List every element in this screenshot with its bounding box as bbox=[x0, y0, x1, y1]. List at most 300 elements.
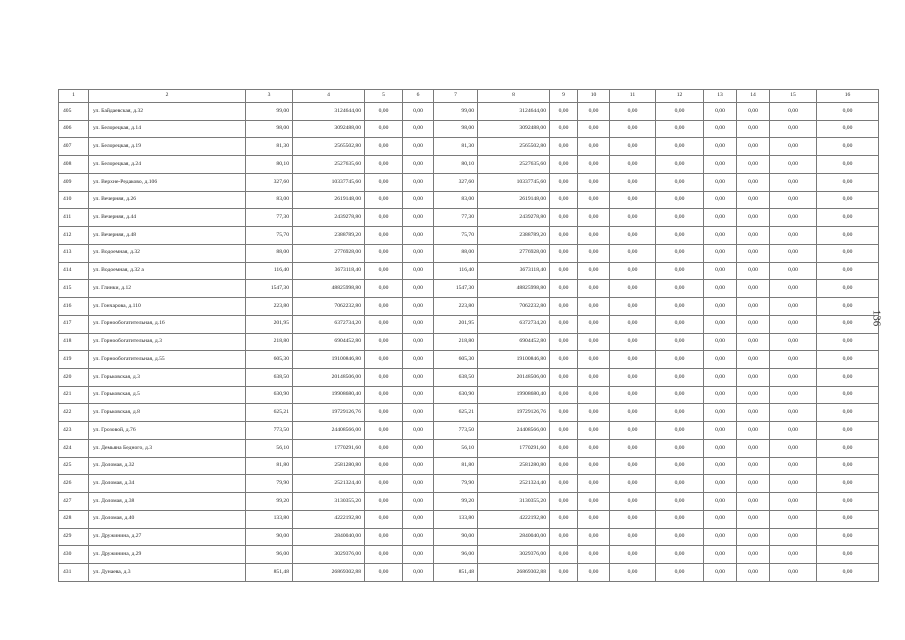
table-cell: 99,20 bbox=[434, 493, 478, 511]
table-cell: 0,00 bbox=[770, 103, 817, 121]
table-cell: 419 bbox=[59, 351, 89, 369]
table-cell: 0,00 bbox=[365, 493, 403, 511]
table-cell: 0,00 bbox=[403, 173, 434, 191]
table-cell: 0,00 bbox=[550, 351, 578, 369]
table-cell: 410 bbox=[59, 191, 89, 209]
address-cell: ул. Белорецкая, д.19 bbox=[89, 138, 246, 156]
table-cell: 218,80 bbox=[246, 333, 293, 351]
table-cell: 630,90 bbox=[434, 386, 478, 404]
table-cell: 6904452,80 bbox=[293, 333, 365, 351]
table-cell: 0,00 bbox=[610, 173, 656, 191]
table-cell: 2527635,60 bbox=[293, 156, 365, 174]
address-cell: ул. Вечерняя, д.26 bbox=[89, 191, 246, 209]
table-cell: 0,00 bbox=[737, 120, 770, 138]
document-sheet bbox=[58, 89, 853, 582]
table-cell: 0,00 bbox=[817, 280, 879, 298]
table-cell: 0,00 bbox=[770, 298, 817, 316]
table-cell: 327,60 bbox=[246, 173, 293, 191]
table-cell: 0,00 bbox=[550, 315, 578, 333]
table-cell: 0,00 bbox=[365, 120, 403, 138]
table-cell: 0,00 bbox=[656, 120, 704, 138]
table-cell: 75,70 bbox=[434, 227, 478, 245]
table-cell: 0,00 bbox=[610, 156, 656, 174]
table-cell: 0,00 bbox=[578, 262, 610, 280]
table-row bbox=[59, 493, 879, 511]
table-cell: 0,00 bbox=[578, 439, 610, 457]
table-cell: 0,00 bbox=[610, 280, 656, 298]
table-cell: 0,00 bbox=[578, 244, 610, 262]
table-cell: 0,00 bbox=[365, 173, 403, 191]
table-cell: 0,00 bbox=[656, 528, 704, 546]
column-number: 6 bbox=[403, 90, 434, 103]
table-cell: 0,00 bbox=[578, 369, 610, 387]
column-number: 8 bbox=[478, 90, 550, 103]
table-cell: 0,00 bbox=[704, 209, 737, 227]
table-cell: 0,00 bbox=[550, 493, 578, 511]
table-cell: 0,00 bbox=[578, 315, 610, 333]
table-cell: 0,00 bbox=[817, 386, 879, 404]
address-cell: ул. Водоемная, д.32 а bbox=[89, 262, 246, 280]
table-cell: 1770291,60 bbox=[478, 439, 550, 457]
table-cell: 3130355,20 bbox=[293, 493, 365, 511]
table-cell: 605,30 bbox=[434, 351, 478, 369]
table-cell: 0,00 bbox=[365, 546, 403, 564]
table-cell: 773,50 bbox=[434, 422, 478, 440]
table-cell: 0,00 bbox=[578, 422, 610, 440]
table-cell: 0,00 bbox=[610, 422, 656, 440]
table-cell: 0,00 bbox=[656, 510, 704, 528]
table-cell: 0,00 bbox=[365, 315, 403, 333]
table-cell: 0,00 bbox=[704, 528, 737, 546]
column-number: 1 bbox=[59, 90, 89, 103]
table-row bbox=[59, 369, 879, 387]
table-cell: 0,00 bbox=[403, 528, 434, 546]
table-cell: 0,00 bbox=[365, 227, 403, 245]
table-cell: 0,00 bbox=[610, 103, 656, 121]
table-cell: 0,00 bbox=[403, 422, 434, 440]
address-cell: ул. Горьковская, д.8 bbox=[89, 404, 246, 422]
table-cell: 2840040,00 bbox=[478, 528, 550, 546]
table-cell: 0,00 bbox=[704, 369, 737, 387]
table-cell: 1547,30 bbox=[246, 280, 293, 298]
table-cell: 0,00 bbox=[737, 191, 770, 209]
table-cell: 2565502,80 bbox=[293, 138, 365, 156]
table-cell: 327,60 bbox=[434, 173, 478, 191]
address-cell: ул. Водоемная, д.32 bbox=[89, 244, 246, 262]
table-cell: 0,00 bbox=[704, 227, 737, 245]
table-cell: 0,00 bbox=[656, 333, 704, 351]
table-cell: 80,10 bbox=[246, 156, 293, 174]
table-cell: 0,00 bbox=[578, 138, 610, 156]
table-cell: 0,00 bbox=[578, 298, 610, 316]
table-cell: 3124644,00 bbox=[478, 103, 550, 121]
table-cell: 0,00 bbox=[737, 475, 770, 493]
table-cell: 0,00 bbox=[550, 386, 578, 404]
table-cell: 20148506,00 bbox=[478, 369, 550, 387]
table-cell: 0,00 bbox=[737, 439, 770, 457]
table-cell: 638,50 bbox=[246, 369, 293, 387]
table-cell: 7062232,80 bbox=[293, 298, 365, 316]
table-cell: 0,00 bbox=[610, 209, 656, 227]
table-cell: 0,00 bbox=[403, 493, 434, 511]
address-cell: ул. Дружинина, д.27 bbox=[89, 528, 246, 546]
address-cell: ул. Горьковская, д.3 bbox=[89, 369, 246, 387]
table-cell: 0,00 bbox=[656, 546, 704, 564]
table-cell: 0,00 bbox=[403, 333, 434, 351]
table-cell: 116,40 bbox=[246, 262, 293, 280]
table-cell: 201,95 bbox=[246, 315, 293, 333]
table-cell: 0,00 bbox=[610, 386, 656, 404]
table-cell: 411 bbox=[59, 209, 89, 227]
table-cell: 0,00 bbox=[770, 493, 817, 511]
column-number: 3 bbox=[246, 90, 293, 103]
table-cell: 0,00 bbox=[365, 156, 403, 174]
table-cell: 80,10 bbox=[434, 156, 478, 174]
table-cell: 0,00 bbox=[403, 156, 434, 174]
table-cell: 0,00 bbox=[550, 564, 578, 582]
table-row bbox=[59, 510, 879, 528]
table-cell: 0,00 bbox=[770, 369, 817, 387]
table-cell: 48825998,80 bbox=[478, 280, 550, 298]
table-cell: 0,00 bbox=[550, 262, 578, 280]
table-cell: 2581280,80 bbox=[478, 457, 550, 475]
table-cell: 0,00 bbox=[737, 493, 770, 511]
table-cell: 0,00 bbox=[817, 528, 879, 546]
table-cell: 0,00 bbox=[550, 209, 578, 227]
table-cell: 418 bbox=[59, 333, 89, 351]
table-cell: 10337745,60 bbox=[293, 173, 365, 191]
table-cell: 81,80 bbox=[246, 457, 293, 475]
table-cell: 0,00 bbox=[737, 298, 770, 316]
table-cell: 98,00 bbox=[434, 120, 478, 138]
table-row bbox=[59, 103, 879, 121]
table-cell: 773,50 bbox=[246, 422, 293, 440]
table-cell: 0,00 bbox=[578, 280, 610, 298]
table-cell: 0,00 bbox=[737, 351, 770, 369]
table-cell: 0,00 bbox=[578, 191, 610, 209]
table-row bbox=[59, 386, 879, 404]
table-cell: 223,80 bbox=[434, 298, 478, 316]
table-cell: 430 bbox=[59, 546, 89, 564]
table-cell: 2619148,00 bbox=[293, 191, 365, 209]
table-cell: 0,00 bbox=[737, 564, 770, 582]
table-row bbox=[59, 156, 879, 174]
table-cell: 0,00 bbox=[550, 333, 578, 351]
table-cell: 0,00 bbox=[770, 156, 817, 174]
table-cell: 0,00 bbox=[770, 209, 817, 227]
table-cell: 413 bbox=[59, 244, 89, 262]
table-cell: 79,90 bbox=[434, 475, 478, 493]
table-cell: 2439278,80 bbox=[293, 209, 365, 227]
table-cell: 0,00 bbox=[578, 333, 610, 351]
column-number: 13 bbox=[704, 90, 737, 103]
table-cell: 19908680,40 bbox=[478, 386, 550, 404]
address-cell: ул. Белорецкая, д.14 bbox=[89, 120, 246, 138]
table-cell: 0,00 bbox=[365, 439, 403, 457]
table-cell: 630,90 bbox=[246, 386, 293, 404]
table-cell: 0,00 bbox=[817, 422, 879, 440]
table-cell: 3092488,00 bbox=[293, 120, 365, 138]
table-cell: 0,00 bbox=[578, 404, 610, 422]
table-cell: 0,00 bbox=[737, 209, 770, 227]
table-cell: 431 bbox=[59, 564, 89, 582]
table-cell: 0,00 bbox=[656, 457, 704, 475]
table-cell: 0,00 bbox=[704, 546, 737, 564]
table-cell: 0,00 bbox=[656, 475, 704, 493]
table-cell: 0,00 bbox=[403, 546, 434, 564]
table-cell: 0,00 bbox=[656, 227, 704, 245]
table-cell: 0,00 bbox=[550, 244, 578, 262]
table-row bbox=[59, 315, 879, 333]
table-cell: 19729126,76 bbox=[478, 404, 550, 422]
table-cell: 0,00 bbox=[737, 262, 770, 280]
table-cell: 0,00 bbox=[365, 333, 403, 351]
table-cell: 414 bbox=[59, 262, 89, 280]
table-cell: 0,00 bbox=[656, 351, 704, 369]
table-cell: 0,00 bbox=[737, 457, 770, 475]
table-cell: 605,30 bbox=[246, 351, 293, 369]
table-cell: 3673118,40 bbox=[293, 262, 365, 280]
table-cell: 2388789,20 bbox=[293, 227, 365, 245]
table-cell: 56,10 bbox=[246, 439, 293, 457]
table-cell: 0,00 bbox=[365, 475, 403, 493]
table-row bbox=[59, 120, 879, 138]
table-cell: 88,00 bbox=[434, 244, 478, 262]
table-cell: 2619148,00 bbox=[478, 191, 550, 209]
table-cell: 0,00 bbox=[578, 173, 610, 191]
table-cell: 427 bbox=[59, 493, 89, 511]
table-row bbox=[59, 404, 879, 422]
table-cell: 412 bbox=[59, 227, 89, 245]
table-cell: 6904452,80 bbox=[478, 333, 550, 351]
table-cell: 90,00 bbox=[434, 528, 478, 546]
table-row bbox=[59, 564, 879, 582]
table-cell: 0,00 bbox=[656, 262, 704, 280]
table-cell: 0,00 bbox=[656, 156, 704, 174]
table-cell: 0,00 bbox=[656, 564, 704, 582]
table-cell: 409 bbox=[59, 173, 89, 191]
table-cell: 3673118,40 bbox=[478, 262, 550, 280]
table-cell: 0,00 bbox=[365, 244, 403, 262]
table-cell: 0,00 bbox=[737, 386, 770, 404]
column-number: 14 bbox=[737, 90, 770, 103]
table-cell: 0,00 bbox=[817, 244, 879, 262]
table-cell: 0,00 bbox=[704, 191, 737, 209]
table-cell: 133,80 bbox=[434, 510, 478, 528]
table-cell: 0,00 bbox=[578, 103, 610, 121]
address-cell: ул. Вечерняя, д.44 bbox=[89, 209, 246, 227]
table-cell: 0,00 bbox=[403, 209, 434, 227]
column-number: 10 bbox=[578, 90, 610, 103]
table-body bbox=[59, 90, 879, 582]
table-row bbox=[59, 209, 879, 227]
table-cell: 0,00 bbox=[403, 439, 434, 457]
table-cell: 0,00 bbox=[656, 386, 704, 404]
table-cell: 0,00 bbox=[610, 298, 656, 316]
table-cell: 0,00 bbox=[610, 369, 656, 387]
table-cell: 0,00 bbox=[770, 262, 817, 280]
table-cell: 0,00 bbox=[578, 510, 610, 528]
address-cell: ул. Горнообогатительная, д.16 bbox=[89, 315, 246, 333]
table-cell: 19908680,40 bbox=[293, 386, 365, 404]
table-cell: 638,50 bbox=[434, 369, 478, 387]
table-cell: 96,00 bbox=[246, 546, 293, 564]
address-cell: ул. Грозовой, д.76 bbox=[89, 422, 246, 440]
table-cell: 0,00 bbox=[656, 103, 704, 121]
table-cell: 0,00 bbox=[817, 564, 879, 582]
table-cell: 851,48 bbox=[246, 564, 293, 582]
table-cell: 0,00 bbox=[578, 493, 610, 511]
table-cell: 416 bbox=[59, 298, 89, 316]
table-cell: 98,00 bbox=[246, 120, 293, 138]
table-cell: 0,00 bbox=[403, 103, 434, 121]
table-cell: 83,00 bbox=[434, 191, 478, 209]
table-cell: 0,00 bbox=[610, 457, 656, 475]
table-cell: 0,00 bbox=[704, 439, 737, 457]
register-table bbox=[58, 89, 879, 582]
column-number: 15 bbox=[770, 90, 817, 103]
table-cell: 0,00 bbox=[656, 298, 704, 316]
table-cell: 0,00 bbox=[704, 280, 737, 298]
table-cell: 77,30 bbox=[434, 209, 478, 227]
table-cell: 2388789,20 bbox=[478, 227, 550, 245]
table-cell: 0,00 bbox=[550, 369, 578, 387]
table-cell: 0,00 bbox=[656, 422, 704, 440]
table-cell: 0,00 bbox=[365, 386, 403, 404]
table-row bbox=[59, 262, 879, 280]
table-cell: 0,00 bbox=[365, 351, 403, 369]
column-number: 4 bbox=[293, 90, 365, 103]
table-cell: 0,00 bbox=[704, 298, 737, 316]
table-cell: 0,00 bbox=[817, 457, 879, 475]
address-cell: ул. Доломая, д.32 bbox=[89, 457, 246, 475]
table-cell: 0,00 bbox=[550, 156, 578, 174]
table-cell: 0,00 bbox=[704, 404, 737, 422]
table-row bbox=[59, 422, 879, 440]
table-cell: 0,00 bbox=[770, 564, 817, 582]
table-cell: 201,95 bbox=[434, 315, 478, 333]
table-cell: 0,00 bbox=[770, 227, 817, 245]
table-cell: 0,00 bbox=[817, 103, 879, 121]
table-cell: 0,00 bbox=[704, 422, 737, 440]
table-cell: 26869302,88 bbox=[478, 564, 550, 582]
table-cell: 0,00 bbox=[578, 209, 610, 227]
table-cell: 0,00 bbox=[737, 510, 770, 528]
table-cell: 0,00 bbox=[770, 244, 817, 262]
table-cell: 425 bbox=[59, 457, 89, 475]
table-cell: 0,00 bbox=[610, 351, 656, 369]
table-cell: 81,30 bbox=[246, 138, 293, 156]
table-cell: 96,00 bbox=[434, 546, 478, 564]
table-cell: 81,30 bbox=[434, 138, 478, 156]
table-cell: 0,00 bbox=[610, 564, 656, 582]
table-cell: 0,00 bbox=[770, 404, 817, 422]
table-cell: 0,00 bbox=[365, 280, 403, 298]
table-cell: 0,00 bbox=[817, 315, 879, 333]
table-cell: 0,00 bbox=[817, 369, 879, 387]
table-cell: 0,00 bbox=[578, 156, 610, 174]
table-cell: 0,00 bbox=[403, 351, 434, 369]
address-cell: ул. Доломая, д.34 bbox=[89, 475, 246, 493]
table-cell: 0,00 bbox=[817, 510, 879, 528]
address-cell: ул. Горнообогатительная, д.55 bbox=[89, 351, 246, 369]
table-cell: 0,00 bbox=[403, 138, 434, 156]
table-cell: 408 bbox=[59, 156, 89, 174]
table-cell: 0,00 bbox=[704, 103, 737, 121]
table-cell: 2840040,00 bbox=[293, 528, 365, 546]
table-cell: 0,00 bbox=[770, 510, 817, 528]
table-cell: 81,80 bbox=[434, 457, 478, 475]
table-cell: 417 bbox=[59, 315, 89, 333]
table-row bbox=[59, 173, 879, 191]
table-cell: 10337745,60 bbox=[478, 173, 550, 191]
table-cell: 26869302,88 bbox=[293, 564, 365, 582]
table-cell: 0,00 bbox=[704, 244, 737, 262]
table-cell: 0,00 bbox=[610, 262, 656, 280]
table-cell: 1770291,60 bbox=[293, 439, 365, 457]
table-cell: 0,00 bbox=[656, 369, 704, 387]
table-cell: 75,70 bbox=[246, 227, 293, 245]
table-cell: 0,00 bbox=[770, 120, 817, 138]
table-cell: 0,00 bbox=[610, 333, 656, 351]
table-cell: 421 bbox=[59, 386, 89, 404]
column-number-row bbox=[59, 90, 879, 103]
table-cell: 0,00 bbox=[656, 138, 704, 156]
table-cell: 0,00 bbox=[610, 528, 656, 546]
table-cell: 0,00 bbox=[550, 528, 578, 546]
table-cell: 428 bbox=[59, 510, 89, 528]
table-cell: 0,00 bbox=[403, 298, 434, 316]
table-cell: 0,00 bbox=[550, 120, 578, 138]
table-cell: 0,00 bbox=[656, 493, 704, 511]
table-cell: 0,00 bbox=[550, 280, 578, 298]
address-cell: ул. Горнообогатительная, д.3 bbox=[89, 333, 246, 351]
table-cell: 0,00 bbox=[656, 173, 704, 191]
address-cell: ул. Белорецкая, д.24 bbox=[89, 156, 246, 174]
table-cell: 0,00 bbox=[365, 528, 403, 546]
table-cell: 7062232,80 bbox=[478, 298, 550, 316]
table-cell: 0,00 bbox=[817, 298, 879, 316]
table-cell: 0,00 bbox=[403, 369, 434, 387]
table-row bbox=[59, 280, 879, 298]
table-cell: 0,00 bbox=[737, 422, 770, 440]
table-cell: 4222192,80 bbox=[293, 510, 365, 528]
table-cell: 0,00 bbox=[817, 209, 879, 227]
table-cell: 24408566,00 bbox=[478, 422, 550, 440]
table-cell: 0,00 bbox=[770, 386, 817, 404]
column-number: 12 bbox=[656, 90, 704, 103]
table-cell: 0,00 bbox=[365, 564, 403, 582]
table-cell: 0,00 bbox=[365, 262, 403, 280]
table-cell: 0,00 bbox=[550, 457, 578, 475]
table-cell: 0,00 bbox=[656, 439, 704, 457]
table-cell: 0,00 bbox=[704, 493, 737, 511]
table-cell: 0,00 bbox=[550, 298, 578, 316]
table-row bbox=[59, 457, 879, 475]
table-cell: 0,00 bbox=[737, 315, 770, 333]
table-cell: 0,00 bbox=[817, 493, 879, 511]
table-cell: 2581280,80 bbox=[293, 457, 365, 475]
table-cell: 20148506,00 bbox=[293, 369, 365, 387]
table-cell: 0,00 bbox=[656, 209, 704, 227]
table-cell: 223,80 bbox=[246, 298, 293, 316]
table-cell: 0,00 bbox=[365, 298, 403, 316]
table-cell: 407 bbox=[59, 138, 89, 156]
table-cell: 0,00 bbox=[704, 457, 737, 475]
table-cell: 0,00 bbox=[365, 191, 403, 209]
address-cell: ул. Гончарова, д.110 bbox=[89, 298, 246, 316]
table-cell: 0,00 bbox=[365, 369, 403, 387]
